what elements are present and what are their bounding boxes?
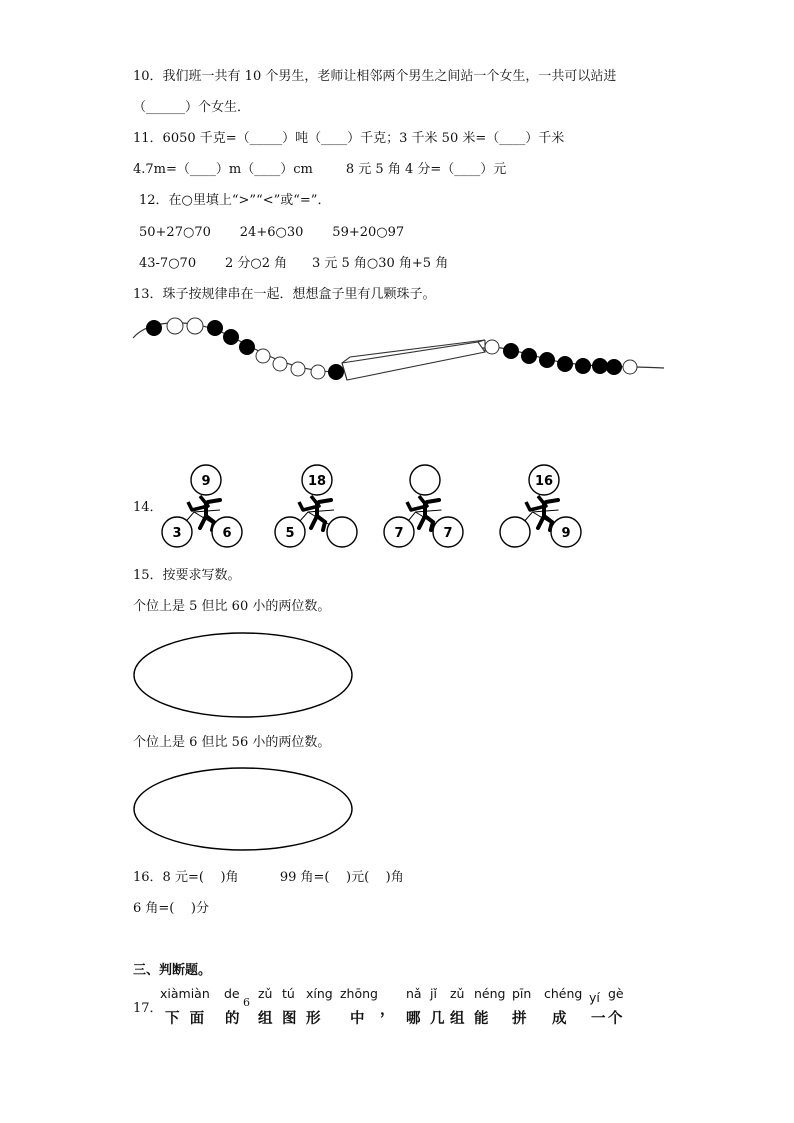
hanzi-character: 成	[552, 1011, 567, 1027]
hanzi-character: 下 面	[165, 1011, 205, 1027]
top-number: 18	[307, 474, 327, 489]
q14-label: 14．	[133, 500, 163, 515]
q12-row2: 43-7○70 2 分○2 角 3 元 5 角○30 角+5 角	[139, 256, 449, 271]
right-number: 6	[222, 526, 232, 541]
answer-ellipse-1[interactable]	[130, 630, 356, 722]
hanzi-character: 的	[225, 1011, 240, 1027]
q10-line2: （______）个女生．	[133, 100, 251, 115]
right-number: 7	[443, 526, 453, 541]
hanzi-character: 几	[430, 1011, 445, 1027]
hanzi-character: 形	[306, 1011, 321, 1027]
pinyin-syllable: zhōng	[340, 986, 378, 1001]
q15-prompt1: 个位上是 5 但比 60 小的两位数。	[133, 599, 331, 614]
left-wheel-circle	[500, 517, 530, 547]
rider-figure	[500, 465, 581, 547]
q17-six: 6	[243, 996, 250, 1009]
q13-text: 13．珠子按规律串在一起．想想盒子里有几颗珠子。	[133, 287, 436, 302]
pinyin-syllable: yí	[589, 990, 600, 1005]
pinyin-syllable: xíng	[306, 986, 333, 1001]
q15-title: 15．按要求写数。	[133, 568, 241, 583]
rider-figure	[384, 465, 463, 547]
pinyin-syllable: jǐ	[430, 986, 437, 1001]
right-number: 9	[561, 526, 571, 541]
q11-line1: 11．6050 千克=（_____）吨（____）千克；3 千米 50 米=（____）千米	[133, 131, 565, 146]
pinyin-syllable: nǎ	[406, 986, 422, 1001]
pinyin-syllable: zǔ	[450, 986, 465, 1001]
bike-bar	[416, 510, 442, 512]
q15-prompt2: 个位上是 6 但比 56 小的两位数。	[133, 735, 331, 750]
left-number: 5	[285, 526, 295, 541]
hanzi-character: 一	[591, 1011, 606, 1027]
q17-comma: ，	[380, 1000, 396, 1018]
hanzi-character: 哪	[406, 1011, 421, 1027]
pinyin-syllable: xiàmiàn	[160, 986, 210, 1001]
hanzi-character: 组	[258, 1011, 273, 1027]
hanzi-character: 个	[608, 1011, 623, 1027]
section-3-title: 三、判断题。	[133, 963, 212, 978]
pinyin-syllable: de	[224, 986, 240, 1001]
hanzi-character: 组	[450, 1011, 465, 1027]
answer-ellipse-2[interactable]	[130, 766, 356, 856]
pinyin-syllable: pīn	[512, 986, 532, 1001]
q11-line2: 4.7m=（____）m（____）cm 8 元 5 角 4 分=（____）元	[133, 162, 507, 177]
pinyin-syllable: gè	[608, 986, 624, 1001]
pinyin-syllable: néng	[474, 986, 506, 1001]
pinyin-syllable: chéng	[544, 986, 583, 1001]
top-number-circle	[410, 465, 440, 495]
top-number: 9	[201, 474, 211, 489]
pinyin-syllable: zǔ	[258, 986, 273, 1001]
hanzi-character: 中	[350, 1011, 365, 1027]
left-number: 3	[172, 526, 182, 541]
right-wheel-circle	[327, 517, 357, 547]
q17-label: 17．	[133, 1001, 163, 1016]
hanzi-character: 图	[282, 1011, 297, 1027]
q16-line2: 6 角=( )分	[133, 901, 209, 916]
q16-line1: 16．8 元=( )角 99 角=( )元( )角	[133, 870, 404, 885]
q12-title: 12．在○里填上“>”“<”或“=”．	[139, 193, 331, 208]
q10-line1: 10．我们班一共有 10 个男生，老师让相邻两个男生之间站一个女生，一共可以站进	[133, 69, 617, 84]
pinyin-syllable: tú	[282, 986, 295, 1001]
left-number: 7	[394, 526, 404, 541]
hanzi-character: 能	[474, 1011, 489, 1027]
q12-row1: 50+27○70 24+6○30 59+20○97	[139, 225, 405, 240]
rider-figure	[275, 465, 357, 547]
bike-bar	[308, 510, 334, 512]
rider-figure	[162, 465, 242, 547]
hanzi-character: 拼	[512, 1011, 527, 1027]
top-number: 16	[534, 474, 554, 489]
